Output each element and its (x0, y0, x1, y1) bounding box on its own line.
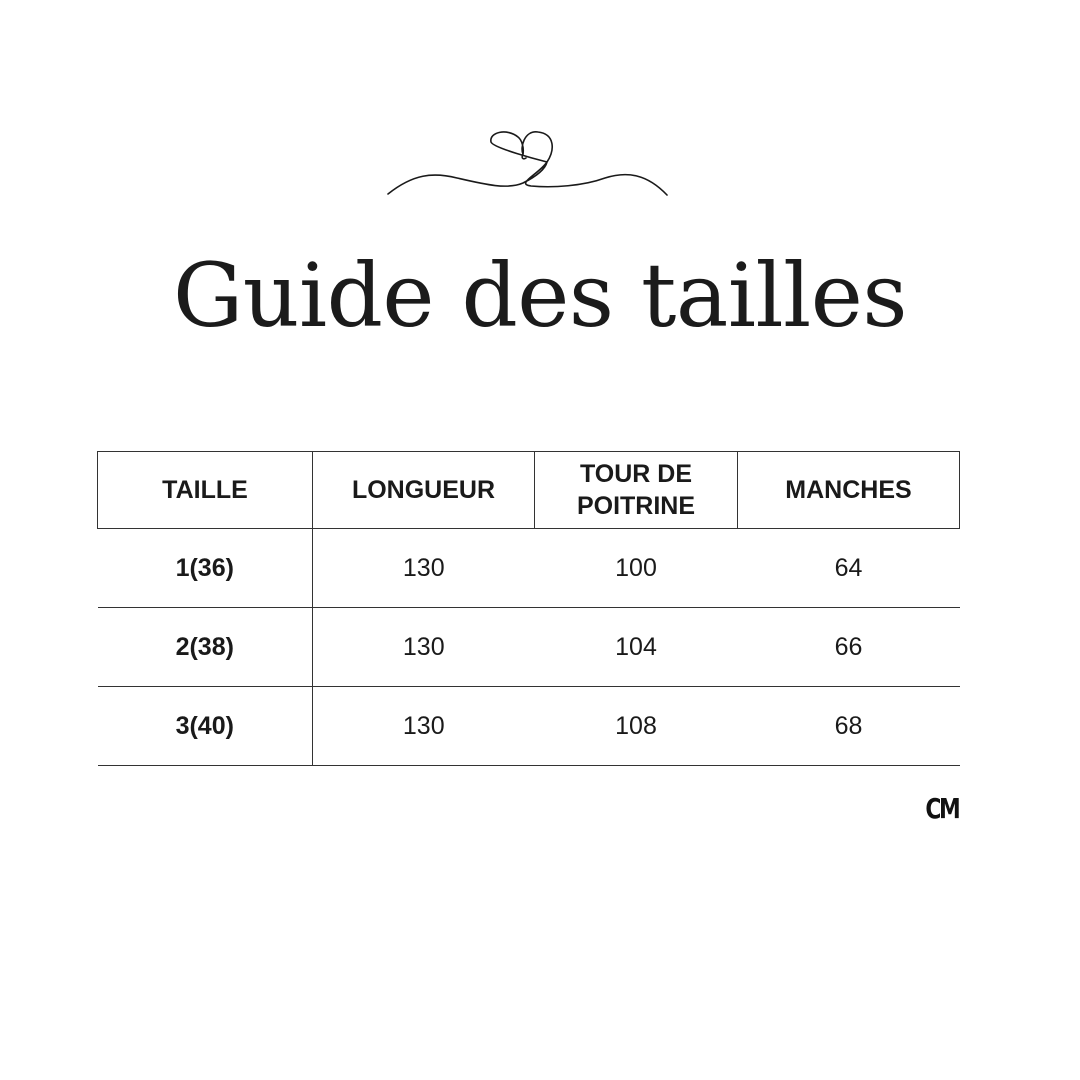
heart-swirl-icon (385, 128, 675, 200)
sleeves-cell: 68 (738, 687, 960, 766)
size-table (97, 451, 960, 766)
sleeves-cell: 64 (738, 529, 960, 608)
header-sleeves: MANCHES (738, 452, 960, 529)
page-title: Guide des tailles (172, 244, 908, 347)
length-cell: 130 (313, 608, 535, 687)
header-chest: TOUR DE POITRINE (535, 452, 738, 529)
size-cell: 2(38) (98, 608, 313, 687)
chest-cell: 104 (535, 608, 738, 687)
table-header-row (98, 452, 960, 529)
size-cell: 3(40) (98, 687, 313, 766)
header-length: LONGUEUR (313, 452, 535, 529)
chest-cell: 100 (535, 529, 738, 608)
header-size: TAILLE (98, 452, 313, 529)
length-cell: 130 (313, 529, 535, 608)
sleeves-cell: 66 (738, 608, 960, 687)
chest-cell: 108 (535, 687, 738, 766)
table-row (98, 529, 960, 608)
table-row (98, 687, 960, 766)
table-row (98, 608, 960, 687)
unit-label: CM (924, 792, 958, 825)
size-cell: 1(36) (98, 529, 313, 608)
length-cell: 130 (313, 687, 535, 766)
